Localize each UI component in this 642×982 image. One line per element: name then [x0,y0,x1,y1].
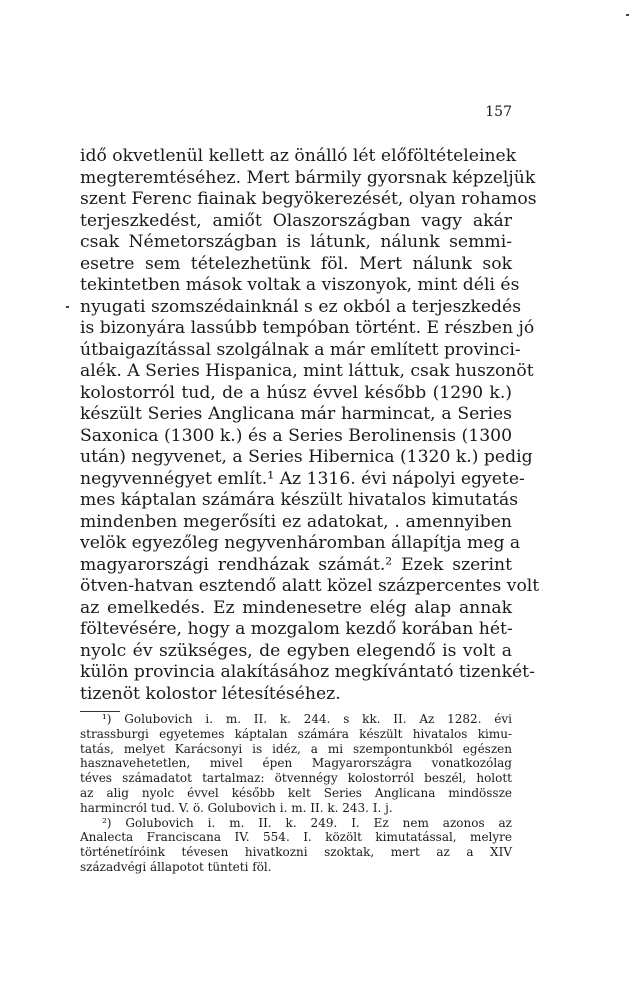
body-line: az emelkedés. Ez mindenesetre elég alap annak [80,597,512,618]
body-line: nyugati szomszédainknál s ez okból a terjeszkedés [80,296,522,317]
body-line: ötven-hatvan esztendő alatt közel százpercentes volt [80,576,540,596]
body-line: Saxonica (1300 k.) és a Series Berolinensis (1300 [80,425,512,446]
footnote-line: strassburgi egyetemes káptalan számára készült hivatalos kimu- [80,726,512,741]
footnote-line: hasznavehetetlen, mivel épen Magyarországra vonatkozólag [80,756,512,771]
body-line: megteremtéséhez. Mert bármily gyorsnak képzeljük [80,167,536,188]
page-number: 157 [485,104,512,120]
footnote-line: századvégi állapotot tünteti föl. [80,859,272,874]
footnote-line: téves számadatot tartalmaz: ötvennégy kolostorról beszél, holott [80,771,512,786]
body-line: tekintetben mások voltak a viszonyok, mint déli és [80,275,520,295]
body-line: készült Series Anglicana már harmincat, a Series [80,404,512,424]
body-line: tizenöt kolostor létesítéséhez. [80,683,341,704]
body-line: alék. A Series Hispanica, mint láttuk, csak huszonöt [80,361,534,381]
footnote-line: tatás, melyet Karácsonyi is idéz, a mi szempontunkból egészen [80,741,512,756]
body-line: nyolc év szükséges, de egyben elegendő is volt a [80,640,512,661]
margin-mark [66,306,69,308]
body-line: terjeszkedést, amiőt Olaszországban vagy akár [80,210,512,231]
footnote-line: Analecta Franciscana IV. 554. I. közölt kimutatással, melyre [80,830,512,845]
body-line: mindenben megerősíti ez adatokat, . amennyiben [80,511,512,532]
edge-mark [626,14,629,16]
footnote-line: harmincról tud. V. ö. Golubovich i. m. II. k. 243. I. j. [80,800,393,815]
body-line: külön provincia alakításához megkívántató tizenkét- [80,662,535,682]
body-line: idő okvetlenül kellett az önálló lét előföltételeinek [80,146,517,166]
footnotes [80,712,512,875]
footnote-line: ¹) Golubovich i. m. II. k. 244. s kk. II. Az 1282. évi [102,712,512,726]
body-line: föltevésére, hogy a mozgalom kezdő korában hét- [80,619,513,639]
body-line: velök egyezőleg negyvenháromban állapítja meg a [80,533,521,553]
body-line: kolostorról tud, de a húsz évvel később (1290 k.) [80,382,512,403]
body-line: csak Németországban is látunk, nálunk semmi- [80,232,512,252]
body-line: is bizonyára lassúbb tempóban történt. E részben jó [80,318,535,338]
body-line: magyarországi rendházak számát.² Ezek szerint [80,554,512,575]
body-line: után) negyvenet, a Series Hibernica (1320 k.) pedig [80,447,533,467]
body-text [80,146,540,705]
body-line: negyvennégyet említ.¹ Az 1316. évi nápolyi egyete- [80,468,525,489]
body-line: mes káptalan számára készült hivatalos kimutatás [80,490,519,510]
body-line: esetre sem tételezhetünk föl. Mert nálunk sok [80,253,512,274]
footnote-line: történetíróink tévesen hivatkozni szoktak, mert az a XIV [80,845,512,860]
body-line: szent Ferenc fiainak begyökerezését, olyan rohamos [80,189,537,209]
footnote-line: az alig nyolc évvel később kelt Series Anglicana mindössze [80,785,512,800]
body-line: útbaigazítással szolgálnak a már említett provinci- [80,339,521,360]
footnote-line: ²) Golubovich i. m. II. k. 249. I. Ez nem azonos az [102,815,512,830]
